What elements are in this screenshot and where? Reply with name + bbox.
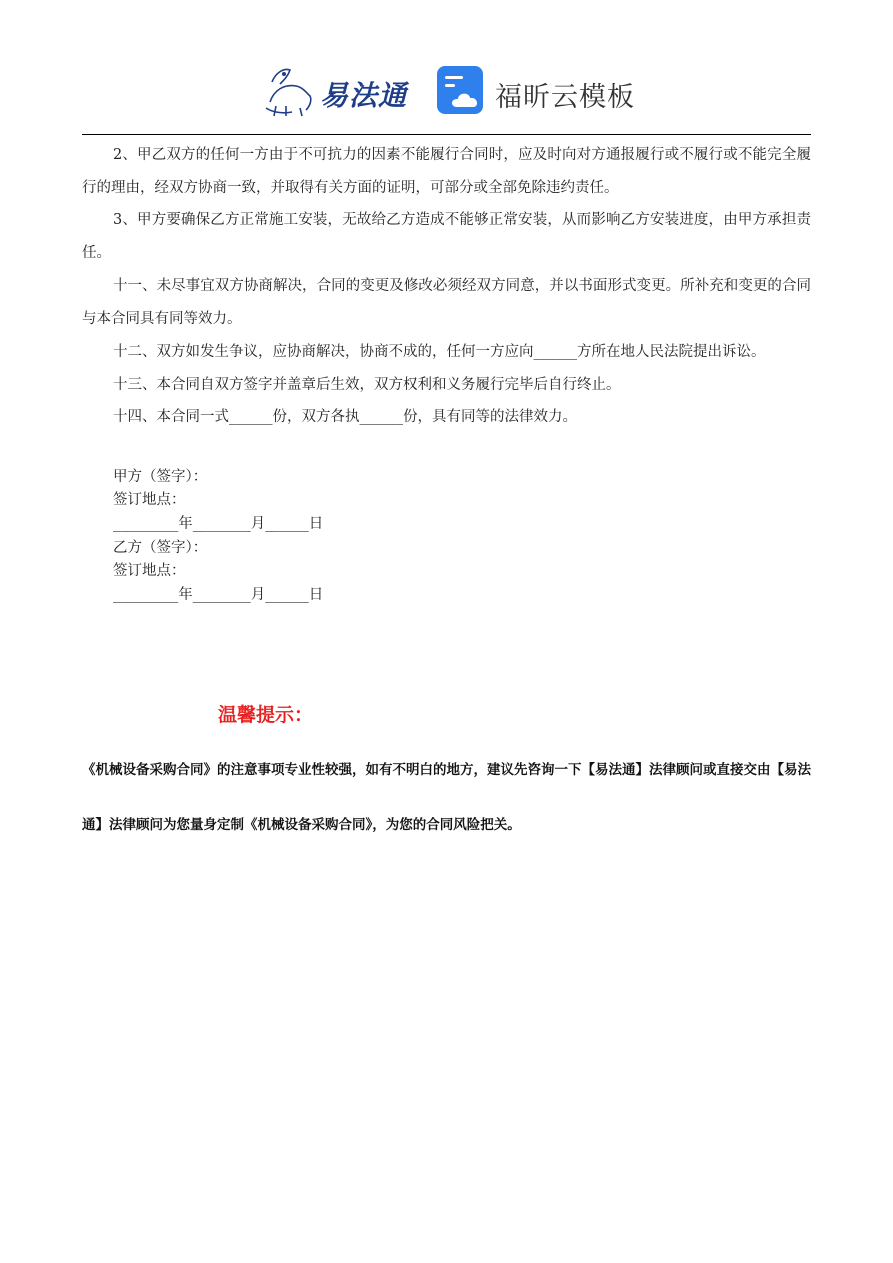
clause-eleven: 十一、未尽事宜双方协商解决，合同的变更及修改必须经双方同意，并以书面形式变更。所补充和变更的合同与本合同具有同等效力。 (82, 278, 811, 327)
brand-name-right: 福昕云模板 (495, 82, 635, 113)
party-a-signature: 甲方（签字）： (113, 469, 208, 485)
party-b-signature: 乙方（签字）： (113, 540, 208, 556)
page-header (0, 0, 893, 136)
tip-body: 《机械设备采购合同》的注意事项专业性较强，如有不明白的地方，建议先咨询一下【易法通】法律顾问或直接交由【易法通】法律顾问为您量身定制《机械设备采购合同》，为您的合同风险把关。 (82, 762, 811, 833)
party-b-date: _________年________月______日 (113, 587, 324, 603)
clause-twelve: 十二、双方如发生争议，应协商解决，协商不成的，任何一方应向______方所在地人民法院提出诉讼。 (113, 344, 766, 360)
tip-title: 温馨提示： (218, 704, 314, 726)
party-a-place: 签订地点： (113, 492, 186, 508)
party-b-place: 签订地点： (113, 563, 186, 579)
party-a-date: _________年________月______日 (113, 516, 324, 532)
clause-fourteen: 十四、本合同一式______份，双方各执______份，具有同等的法律效力。 (113, 409, 577, 425)
clause-force-majeure: 2、甲乙双方的任何一方由于不可抗力的因素不能履行合同时，应及时向对方通报履行或不履行或不能完全履行的理由，经双方协商一致，并取得有关方面的证明，可部分或全部免除违约责任。 (82, 147, 811, 196)
header-divider (82, 134, 811, 135)
clause-installation: 3、甲方要确保乙方正常施工安装，无故给乙方造成不能够正常安装，从而影响乙方安装进度，由甲方承担责任。 (82, 212, 811, 261)
clause-thirteen: 十三、本合同自双方签字并盖章后生效，双方权利和义务履行完毕后自行终止。 (113, 377, 621, 393)
brand-name-left: 易法通 (320, 79, 408, 112)
